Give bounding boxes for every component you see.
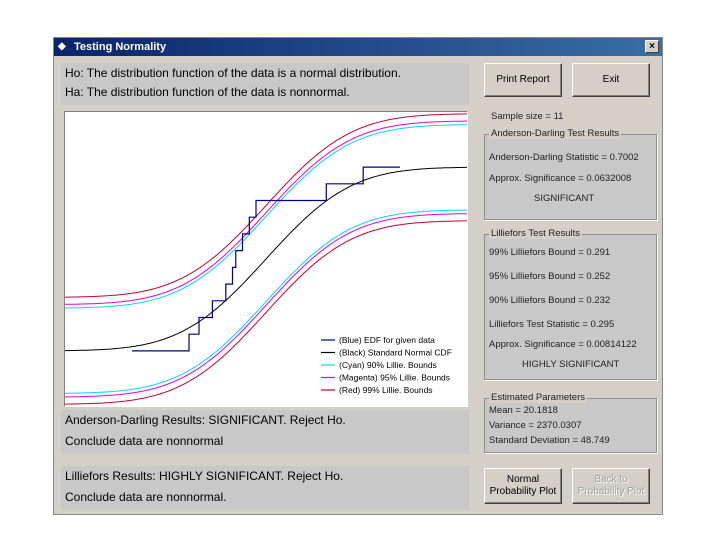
ad-result-line1: Anderson-Darling Results: SIGNIFICANT. Reject Ho. (65, 413, 346, 427)
lilliefors-group (484, 228, 657, 380)
anderson-darling-group-title: Anderson-Darling Test Results (491, 128, 620, 139)
lf-bound-99: 99% Lilliefors Bound = 0.291 (489, 247, 611, 258)
lf-statistic: Lilliefors Test Statistic = 0.295 (489, 319, 615, 330)
null-hypothesis: Ho: The distribution function of the data is a normal distribution. (65, 66, 401, 80)
legend-label: (Cyan) 90% Lillie. Bounds (339, 360, 437, 370)
estimated-group-title: Estimated Parameters (491, 392, 585, 403)
testing-normality-window (53, 37, 663, 515)
normal-cdf-line (65, 167, 467, 350)
lf-result-line2: Conclude data are nonnormal. (65, 490, 227, 504)
hypotheses-panel (61, 63, 469, 105)
ad-statistic: Anderson-Darling Statistic = 0.7002 (489, 152, 639, 163)
legend-label: (Red) 99% Lillie. Bounds (339, 385, 433, 395)
back-line2: Probability Plot (577, 486, 645, 497)
exit-button[interactable]: Exit (572, 63, 650, 97)
alternative-hypothesis: Ha: The distribution function of the data is nonnormal. (65, 85, 350, 99)
ad-result-line2: Conclude data are nonnormal (65, 434, 224, 448)
std-dev-value: Standard Deviation = 48.749 (489, 435, 610, 446)
sample-size-label: Sample size = 11 (491, 111, 564, 122)
lf-significance: Approx. Significance = 0.00814122 (489, 339, 637, 350)
title-bar[interactable] (54, 38, 662, 56)
lilliefors-group-title: Lilliefors Test Results (491, 228, 581, 239)
mean-value: Mean = 20.1818 (489, 405, 558, 416)
normal-plot-line2: Probability Plot (489, 486, 557, 497)
estimated-parameters-group (484, 392, 657, 453)
window-title: Testing Normality (74, 41, 167, 53)
lf-result-line1: Lilliefors Results: HIGHLY SIGNIFICANT. Reject Ho. (65, 469, 344, 483)
ad-result-panel (61, 410, 469, 454)
app-icon: ◆ (58, 41, 66, 52)
print-report-button[interactable]: Print Report (484, 63, 562, 97)
normal-plot-line1: Normal (506, 474, 540, 485)
legend-label: (Magenta) 95% Lillie. Bounds (339, 372, 451, 383)
ad-significance: Approx. Significance = 0.0632008 (489, 173, 632, 184)
normal-probability-plot-button[interactable] (484, 468, 562, 504)
close-button[interactable]: × (645, 40, 659, 53)
red-upper-bound-line (65, 114, 467, 297)
lilliefors-plot (64, 111, 468, 407)
back-to-probability-plot-button[interactable] (572, 468, 650, 504)
lf-verdict: HIGHLY SIGNIFICANT (522, 359, 620, 370)
cdf-chart (65, 112, 467, 406)
anderson-darling-group (484, 128, 657, 220)
lf-bound-90: 90% Lilliefors Bound = 0.232 (489, 295, 611, 306)
lf-bound-95: 95% Lilliefors Bound = 0.252 (489, 271, 611, 282)
variance-value: Variance = 2370.0307 (489, 420, 582, 431)
legend-label: (Blue) EDF for given data (339, 335, 435, 345)
ad-verdict: SIGNIFICANT (534, 193, 595, 204)
legend-label: (Black) Standard Normal CDF (339, 347, 452, 358)
lf-result-panel (61, 466, 469, 510)
back-line1: Back to (594, 474, 628, 485)
